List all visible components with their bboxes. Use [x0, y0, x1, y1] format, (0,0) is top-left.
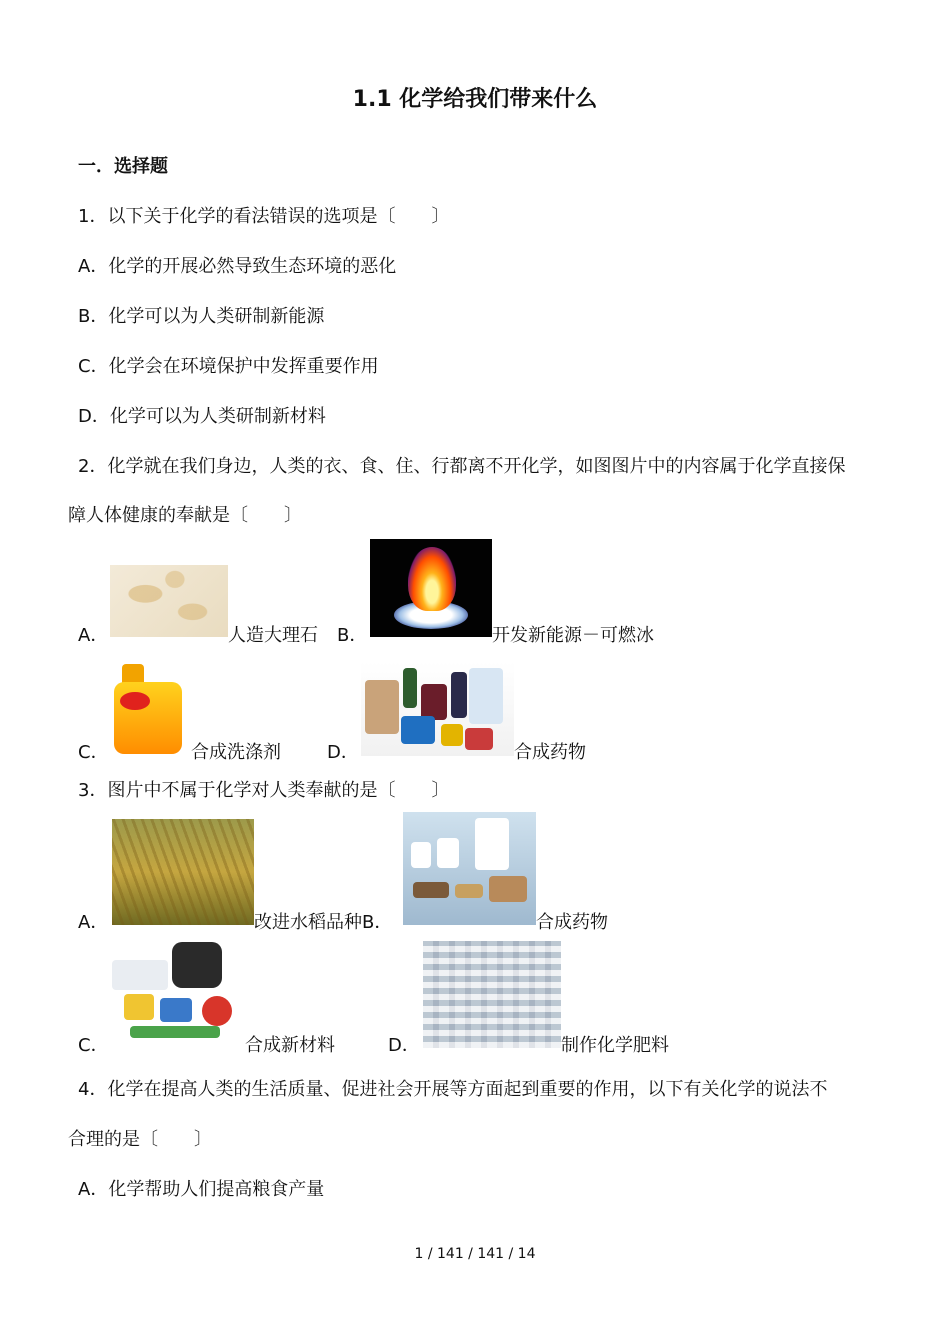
marble-image — [110, 565, 228, 637]
q3-d-label: 制作化学肥料 — [561, 1035, 669, 1056]
q2-a-label: 人造大理石 — [228, 625, 318, 646]
q2-c-prefix: C． — [78, 742, 109, 763]
detergent-bottle-image — [110, 662, 190, 756]
q3-d-prefix: D． — [388, 1035, 420, 1056]
q4-option-a: A．化学帮助人们提高粮食产量 — [78, 1179, 325, 1200]
fertilizer-bags-image — [423, 941, 561, 1048]
q4-stem-line2: 合理的是〔 〕 — [68, 1129, 212, 1150]
q1-stem: 1．以下关于化学的看法错误的选项是〔 〕 — [78, 206, 450, 227]
section-heading: 一．选择题 — [78, 156, 168, 177]
q1-option-b: B．化学可以为人类研制新能源 — [78, 306, 325, 327]
q2-stem-line1: 2．化学就在我们身边，人类的衣、食、住、行都离不开化学，如图图片中的内容属于化学直接保 — [78, 456, 846, 477]
combustible-ice-image — [370, 539, 492, 637]
q2-d-label: 合成药物 — [514, 742, 586, 763]
q3-stem: 3．图片中不属于化学对人类奉献的是〔 〕 — [78, 780, 450, 801]
q2-a-prefix: A． — [78, 625, 109, 646]
rice-image — [112, 819, 254, 925]
page-title: 1.1 化学给我们带来什么 — [352, 87, 598, 112]
q1-option-a: A．化学的开展必然导致生态环境的恶化 — [78, 256, 397, 277]
q1-option-d: D．化学可以为人类研制新材料 — [78, 406, 326, 427]
q3-b-label: 合成药物 — [536, 912, 608, 933]
q2-d-prefix: D． — [327, 742, 359, 763]
medicine-pills-image — [403, 812, 536, 925]
medicine-image — [361, 662, 514, 756]
q2-c-label: 合成洗涤剂 — [191, 742, 281, 763]
bottle-body — [114, 682, 182, 754]
q1-option-c: C．化学会在环境保护中发挥重要作用 — [78, 356, 379, 377]
q2-stem-line2: 障人体健康的奉献是〔 〕 — [68, 505, 302, 526]
bottle-label — [120, 692, 150, 710]
flame-shape — [408, 547, 456, 611]
plastic-materials-image — [110, 938, 244, 1048]
q3-c-prefix: C． — [78, 1035, 109, 1056]
q2-b-label: 开发新能源－可燃冰 — [492, 625, 654, 646]
q3-c-label: 合成新材料 — [245, 1035, 335, 1056]
q4-stem-line1: 4．化学在提高人类的生活质量、促进社会开展等方面起到重要的作用，以下有关化学的说法不 — [78, 1079, 828, 1100]
q2-b-prefix: B． — [337, 625, 368, 646]
page-footer: 1 / 141 / 141 / 14 — [414, 1246, 536, 1262]
q3-a-prefix: A． — [78, 912, 109, 933]
q3-a-label: 改进水稻品种B． — [254, 912, 393, 933]
